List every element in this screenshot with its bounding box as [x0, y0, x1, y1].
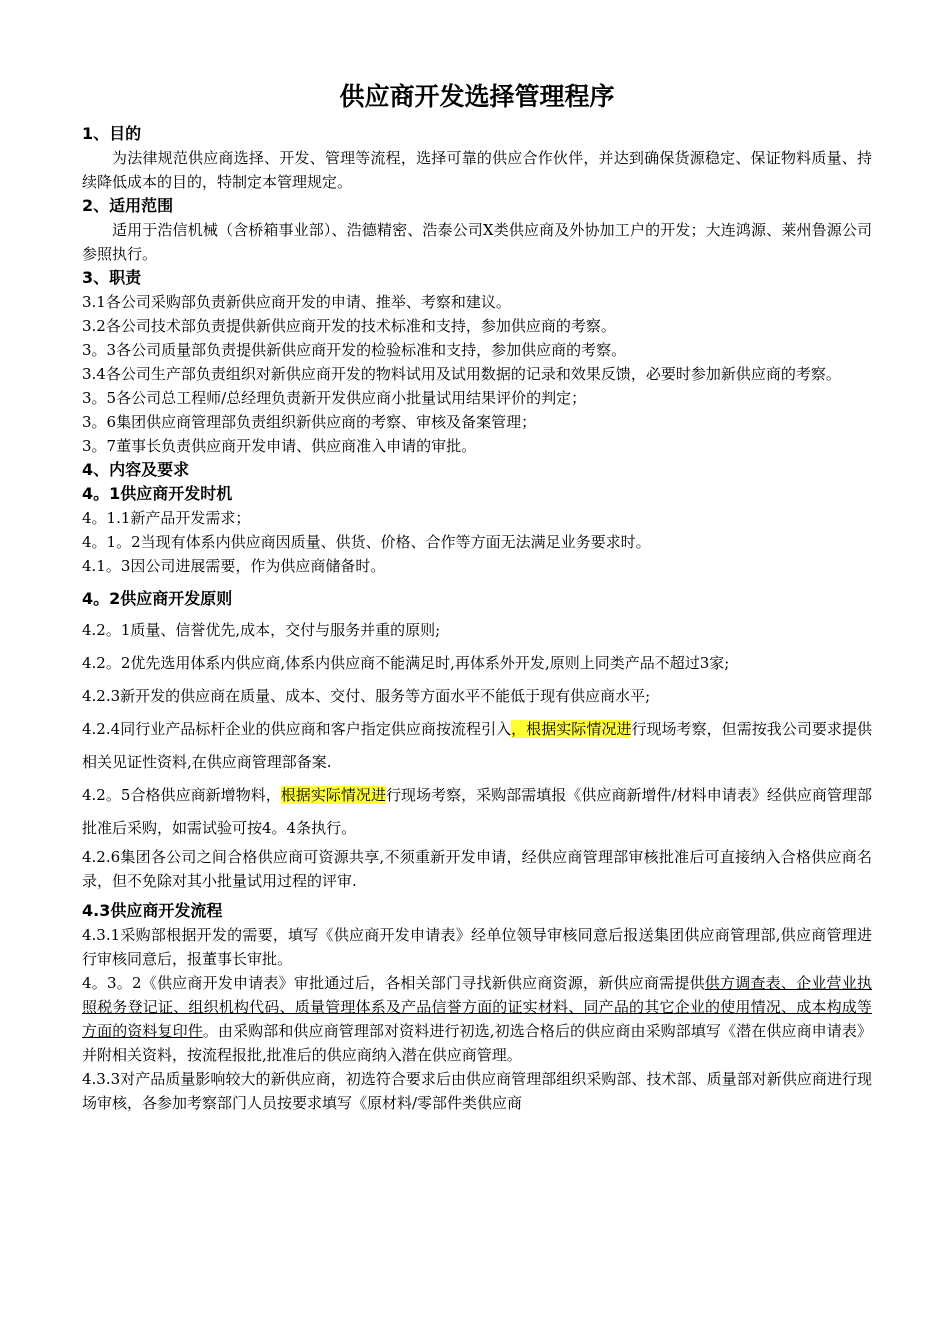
- section-4-3-item: 4.3.1采购部根据开发的需要，填写《供应商开发申请表》经单位领导审核同意后报送集团供应商管理部,供应商管理进行审核同意后，报董事长审批。: [82, 926, 872, 968]
- text-run: 4.2.4同行业产品标杆企业的供应商和客户指定供应商按流程引入: [82, 720, 512, 738]
- section-4-3-item: 4.3.3对产品质量影响较大的新供应商，初选符合要求后由供应商管理部组织采购部、技术部、质量部对新供应商进行现场审核，各参加考察部门人员按要求填写《原材料/零部件类供应商: [82, 1070, 872, 1112]
- text-run: 4.2。5合格供应商新增物料，: [82, 786, 281, 804]
- section-4-2-heading: 4。2供应商开发原则: [82, 589, 233, 608]
- section-4-2-item: 4.2.3新开发的供应商在质量、成本、交付、服务等方面水平不能低于现有供应商水平;: [82, 687, 651, 705]
- section-4-1-item: 4.1。3因公司进展需要，作为供应商储备时。: [82, 557, 386, 575]
- highlighted-text: ，根据实际情况进: [511, 720, 632, 738]
- section-1-body: 为法律规范供应商选择、开发、管理等流程，选择可靠的供应合作伙伴，并达到确保货源稳定、保证物料质量、持续降低成本的目的，特制定本管理规定。: [82, 149, 872, 191]
- text-run: 。由采购部和供应商管理部对资料进行初选,初选合格后的供应商由采购部填写《潜在供应商申请表》并附相关资料，按流程报批,批准后的供应商纳入潜在供应商管理。: [82, 1022, 872, 1064]
- text-run: 4。3。2《供应商开发申请表》审批通过后，各相关部门寻找新供应商资源，新供应商需提供: [82, 974, 705, 992]
- text-run: 行现场考察，但需按我公司要求提供相关见证性资料,在供应商管理部备案.: [82, 720, 872, 771]
- section-4-heading: 4、内容及要求: [82, 460, 190, 479]
- section-4-2-item: 4.2。1质量、信誉优先,成本，交付与服务并重的原则;: [82, 621, 441, 639]
- section-3-heading: 3、职责: [82, 268, 142, 287]
- underlined-text: 供方调查表、企业营业执照税务登记证、组织机构代码、质量管理体系及产品信誉方面的证实材料、同产品的其它企业的使用情况、成本构成等方面的资料复印件: [82, 974, 872, 1040]
- section-2-body: 适用于浩信机械（含桥箱事业部）、浩德精密、浩泰公司X类供应商及外协加工户的开发；大连鸿源、莱州鲁源公司参照执行。: [82, 221, 872, 263]
- section-4-1-item: 4。1.1新产品开发需求；: [82, 509, 251, 527]
- section-3-item: 3.2各公司技术部负责提供新供应商开发的技术标准和支持，参加供应商的考察。: [82, 317, 616, 335]
- highlighted-text: 根据实际情况进: [280, 786, 386, 804]
- section-1-heading: 1、目的: [82, 124, 142, 143]
- section-4-1-heading: 4。1供应商开发时机: [82, 484, 233, 503]
- section-3-item: 3.4各公司生产部负责组织对新供应商开发的物料试用及试用数据的记录和效果反馈，必要时参加新供应商的考察。: [82, 365, 841, 383]
- section-4-2-item-4: [82, 713, 872, 779]
- section-4-2-item-6: 4.2.6集团各公司之间合格供应商可资源共享,不须重新开发申请，经供应商管理部审核批准后可直接纳入合格供应商名录，但不免除对其小批量试用过程的评审.: [82, 848, 872, 890]
- section-2-heading: 2、适用范围: [82, 196, 174, 215]
- section-3-item: 3。3各公司质量部负责提供新供应商开发的检验标准和支持，参加供应商的考察。: [82, 341, 627, 359]
- section-3-item: 3.1各公司采购部负责新供应商开发的申请、推举、考察和建议。: [82, 293, 511, 311]
- section-4-3-heading: 4.3供应商开发流程: [82, 901, 223, 920]
- text-run: 行现场考察，采购部需填报《供应商新增件/材料申请表》经供应商管理部批准后采购，如需试验可按4。4条执行。: [82, 786, 872, 837]
- document-page: [82, 80, 872, 1115]
- section-3-item: 3。7董事长负责供应商开发申请、供应商准入申请的审批。: [82, 437, 477, 455]
- document-title: 供应商开发选择管理程序: [339, 82, 615, 111]
- section-3-item: 3。5各公司总工程师/总经理负责新开发供应商小批量试用结果评价的判定；: [82, 389, 587, 407]
- section-4-1-item: 4。1。2当现有体系内供应商因质量、供货、价格、合作等方面无法满足业务要求时。: [82, 533, 651, 551]
- section-3-item: 3。6集团供应商管理部负责组织新供应商的考察、审核及备案管理；: [82, 413, 537, 431]
- section-4-3-item-2: [82, 971, 872, 1067]
- section-4-2-item: 4.2。2优先选用体系内供应商,体系内供应商不能满足时,再体系外开发,原则上同类产品不超过3家;: [82, 654, 730, 672]
- section-4-2-item-5: [82, 779, 872, 845]
